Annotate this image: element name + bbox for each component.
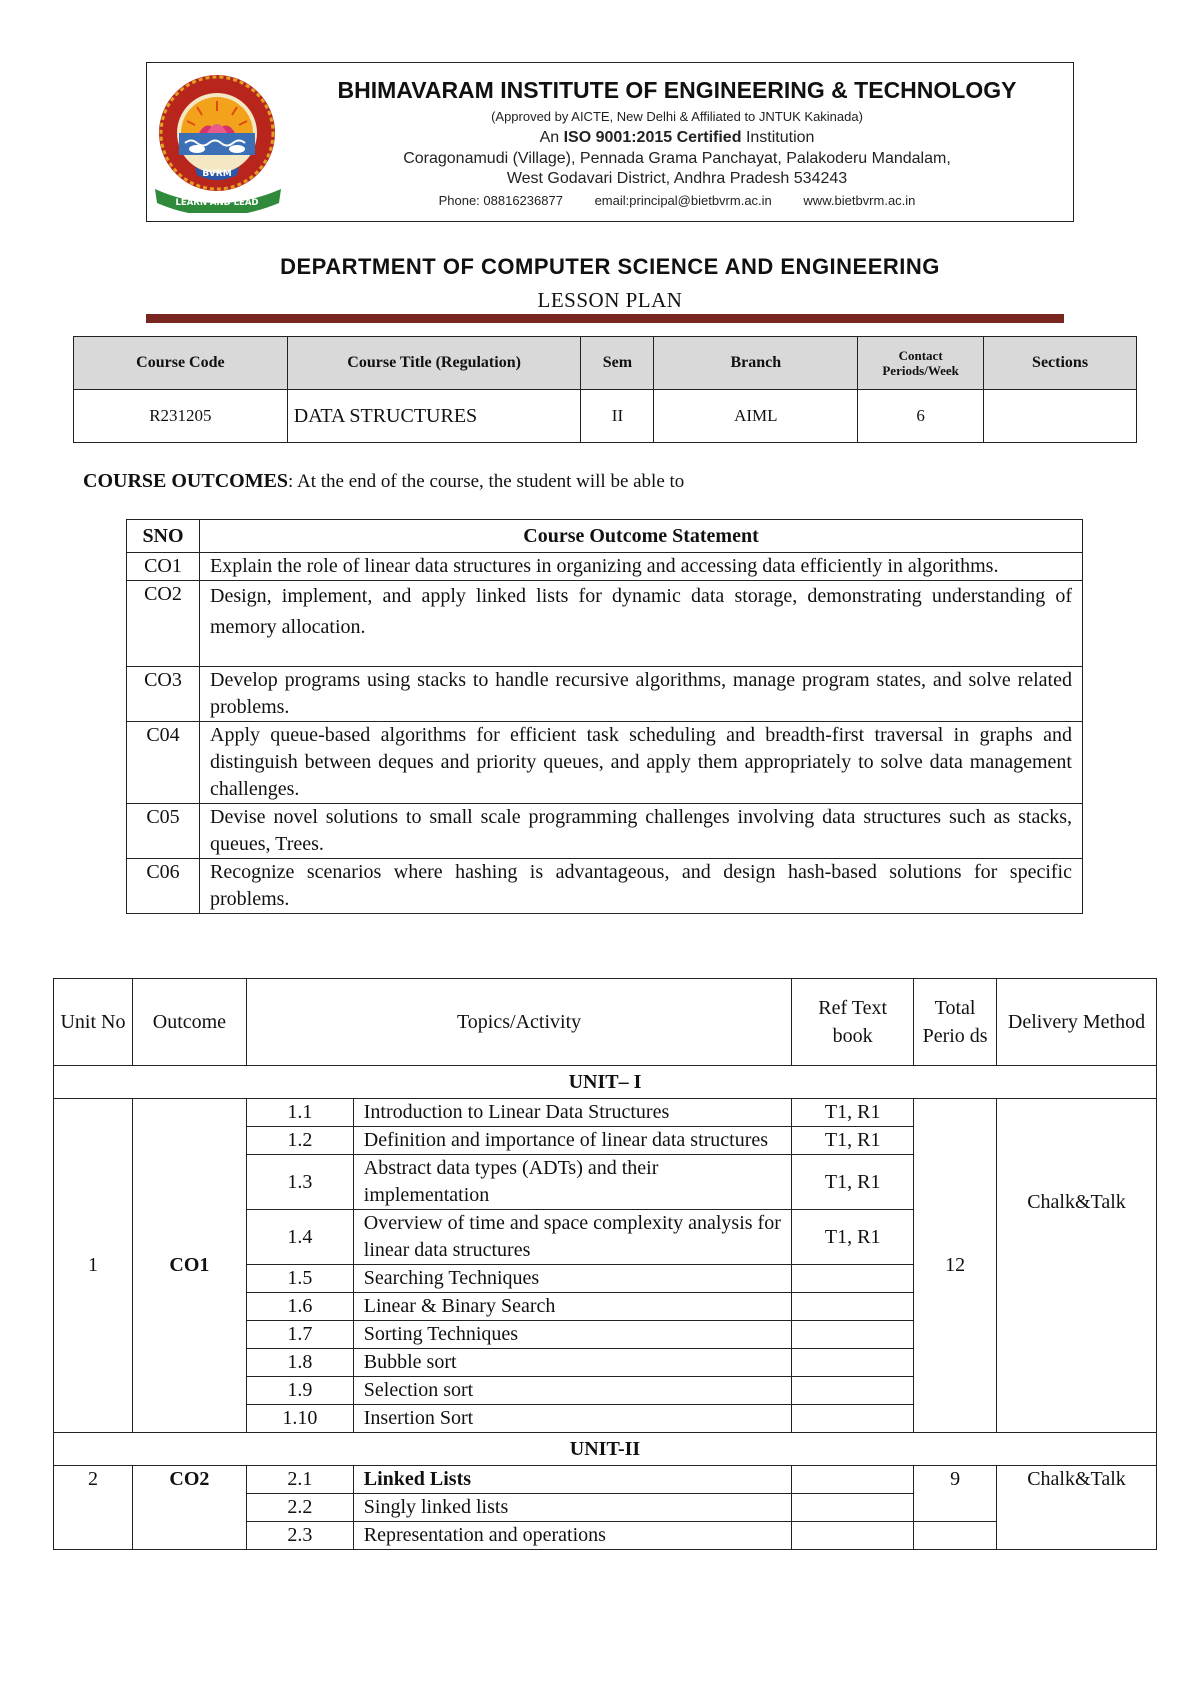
sem-header: Sem bbox=[581, 337, 654, 390]
unit-no-header: Unit No bbox=[54, 979, 133, 1066]
topic-title: Selection sort bbox=[353, 1377, 791, 1405]
topic-number: 1.3 bbox=[246, 1155, 353, 1210]
outcome-statement: Recognize scenarios where hashing is advantageous, and design hash-based solutions for specific problems. bbox=[200, 859, 1083, 914]
outcome-statement: Design, implement, and apply linked lists for dynamic data storage, demonstrating understanding of memory allocation. bbox=[200, 581, 1083, 667]
phone-number: Phone: 08816236877 bbox=[438, 193, 563, 208]
iso-line bbox=[297, 129, 1057, 147]
document-title: LESSON PLAN bbox=[537, 288, 683, 312]
table-row bbox=[127, 553, 1083, 581]
course-outcomes-heading bbox=[83, 470, 684, 493]
topic-reference bbox=[792, 1377, 914, 1405]
topic-reference bbox=[792, 1494, 914, 1522]
topic-title: Singly linked lists bbox=[353, 1494, 791, 1522]
outcome-sno: CO1 bbox=[127, 553, 200, 581]
address-line-1: Coragonamudi (Village), Pennada Grama Panchayat, Palakoderu Mandalam, bbox=[403, 150, 951, 167]
logo-abbrev: BVRM bbox=[202, 169, 232, 179]
topic-number: 1.2 bbox=[246, 1127, 353, 1155]
statement-header: Course Outcome Statement bbox=[200, 520, 1083, 553]
unit-2-heading-row bbox=[54, 1433, 1157, 1466]
branch-value: AIML bbox=[654, 390, 858, 443]
topic-title: Abstract data types (ADTs) and their implementation bbox=[353, 1155, 791, 1210]
course-code-header: Course Code bbox=[74, 337, 288, 390]
unit-2-delivery-method: Chalk&Talk bbox=[997, 1466, 1157, 1550]
table-row bbox=[127, 581, 1083, 667]
topic-title: Linear & Binary Search bbox=[353, 1293, 791, 1321]
topic-number: 1.10 bbox=[246, 1405, 353, 1433]
topic-number: 1.8 bbox=[246, 1349, 353, 1377]
topic-number: 1.1 bbox=[246, 1099, 353, 1127]
table-row bbox=[127, 804, 1083, 859]
table-row bbox=[127, 667, 1083, 722]
topic-number: 2.3 bbox=[246, 1522, 353, 1550]
topic-reference bbox=[792, 1349, 914, 1377]
sections-value bbox=[984, 390, 1137, 443]
branch-header: Branch bbox=[654, 337, 858, 390]
email-address[interactable]: email:principal@bietbvrm.ac.in bbox=[594, 193, 772, 208]
institute-name: BHIMAVARAM INSTITUTE OF ENGINEERING & TECHNOLOGY bbox=[337, 77, 1017, 103]
topic-title: Definition and importance of linear data structures bbox=[353, 1127, 791, 1155]
outcome-statement: Explain the role of linear data structures in organizing and accessing data efficiently in algorithms. bbox=[200, 553, 1083, 581]
iso-suffix: Institution bbox=[745, 129, 815, 146]
topic-title: Overview of time and space complexity analysis for linear data structures bbox=[353, 1210, 791, 1265]
topic-reference bbox=[792, 1466, 914, 1494]
course-code-value: R231205 bbox=[74, 390, 288, 443]
outcome-sno: CO3 bbox=[127, 667, 200, 722]
outcome-sno: C06 bbox=[127, 859, 200, 914]
topic-number: 1.5 bbox=[246, 1265, 353, 1293]
outcome-sno: C04 bbox=[127, 722, 200, 804]
logo-motto: LEARN AND LEAD bbox=[175, 198, 259, 208]
iso-prefix: An bbox=[539, 129, 560, 146]
topic-title: Searching Techniques bbox=[353, 1265, 791, 1293]
sections-header: Sections bbox=[984, 337, 1137, 390]
topic-reference: T1, R1 bbox=[792, 1099, 914, 1127]
outcome-sno: C05 bbox=[127, 804, 200, 859]
topic-title: Representation and operations bbox=[353, 1522, 791, 1550]
address-line-2: West Godavari District, Andhra Pradesh 534243 bbox=[506, 170, 848, 187]
unit-2-number: 2 bbox=[54, 1466, 133, 1550]
topic-number: 2.2 bbox=[246, 1494, 353, 1522]
iso-certification: ISO 9001:2015 Certified bbox=[563, 129, 742, 146]
table-row bbox=[54, 1466, 1157, 1494]
table-row bbox=[54, 1099, 1157, 1127]
unit-1-total-periods: 12 bbox=[914, 1099, 997, 1433]
sem-value: II bbox=[581, 390, 654, 443]
topic-number: 1.9 bbox=[246, 1377, 353, 1405]
topic-reference bbox=[792, 1321, 914, 1349]
unit-1-title: UNIT– I bbox=[54, 1066, 1157, 1099]
total-periods-header: Total Perio ds bbox=[914, 979, 997, 1066]
unit-1-heading-row bbox=[54, 1066, 1157, 1099]
title-divider bbox=[146, 314, 1064, 323]
contact-line bbox=[297, 193, 1057, 208]
topic-reference: T1, R1 bbox=[792, 1155, 914, 1210]
outcome-statement: Devise novel solutions to small scale programming challenges involving data structures such as stacks, queues, Trees. bbox=[200, 804, 1083, 859]
topic-reference: T1, R1 bbox=[792, 1210, 914, 1265]
topic-title: Sorting Techniques bbox=[353, 1321, 791, 1349]
unit-2-total-periods: 9 bbox=[914, 1466, 997, 1522]
unit-1-outcome: CO1 bbox=[132, 1099, 246, 1433]
outcome-sno: CO2 bbox=[127, 581, 200, 667]
approval-line: (Approved by AICTE, New Delhi & Affiliated to JNTUK Kakinada) bbox=[491, 109, 863, 124]
unit-2-outcome: CO2 bbox=[132, 1466, 246, 1550]
letterhead bbox=[146, 62, 1074, 222]
unit-1-number: 1 bbox=[54, 1099, 133, 1433]
topic-number: 1.6 bbox=[246, 1293, 353, 1321]
topics-header: Topics/Activity bbox=[246, 979, 791, 1066]
table-row bbox=[127, 859, 1083, 914]
topic-number: 1.4 bbox=[246, 1210, 353, 1265]
topic-reference bbox=[792, 1293, 914, 1321]
outcome-statement: Apply queue-based algorithms for efficient task scheduling and breadth-first traversal in graphs and distinguish between deques and priority queues, and apply them appropriately to solve data management challenges. bbox=[200, 722, 1083, 804]
topic-title: Linked Lists bbox=[353, 1466, 791, 1494]
course-title-header: Course Title (Regulation) bbox=[287, 337, 581, 390]
table-row bbox=[127, 722, 1083, 804]
topic-reference bbox=[792, 1522, 914, 1550]
topic-title: Insertion Sort bbox=[353, 1405, 791, 1433]
unit-2-periods-blank bbox=[914, 1522, 997, 1550]
topic-title: Bubble sort bbox=[353, 1349, 791, 1377]
outcome-header: Outcome bbox=[132, 979, 246, 1066]
unit-2-title: UNIT-II bbox=[54, 1433, 1157, 1466]
contact-periods-value: 6 bbox=[858, 390, 984, 443]
topic-number: 2.1 bbox=[246, 1466, 353, 1494]
lesson-schedule-table bbox=[53, 978, 1157, 1550]
outcome-statement: Develop programs using stacks to handle recursive algorithms, manage program states, and solve related problems. bbox=[200, 667, 1083, 722]
website-link[interactable]: www.bietbvrm.ac.in bbox=[803, 193, 916, 208]
department-title: DEPARTMENT OF COMPUTER SCIENCE AND ENGINEERING bbox=[280, 254, 940, 279]
unit-1-delivery-method: Chalk&Talk bbox=[997, 1099, 1157, 1433]
course-outcomes-table bbox=[126, 519, 1083, 914]
course-info-table bbox=[73, 336, 1137, 443]
ref-textbook-header: Ref Text book bbox=[792, 979, 914, 1066]
course-outcomes-intro: : At the end of the course, the student will be able to bbox=[288, 471, 685, 492]
topic-reference: T1, R1 bbox=[792, 1127, 914, 1155]
delivery-method-header: Delivery Method bbox=[997, 979, 1157, 1066]
institute-logo-icon bbox=[151, 71, 289, 213]
topic-title: Introduction to Linear Data Structures bbox=[353, 1099, 791, 1127]
course-outcomes-label: COURSE OUTCOMES bbox=[83, 470, 289, 492]
topic-number: 1.7 bbox=[246, 1321, 353, 1349]
course-title-value: DATA STRUCTURES bbox=[287, 390, 581, 443]
contact-periods-header: Contact Periods/Week bbox=[858, 337, 984, 390]
sno-header: SNO bbox=[127, 520, 200, 553]
topic-reference bbox=[792, 1265, 914, 1293]
topic-reference bbox=[792, 1405, 914, 1433]
